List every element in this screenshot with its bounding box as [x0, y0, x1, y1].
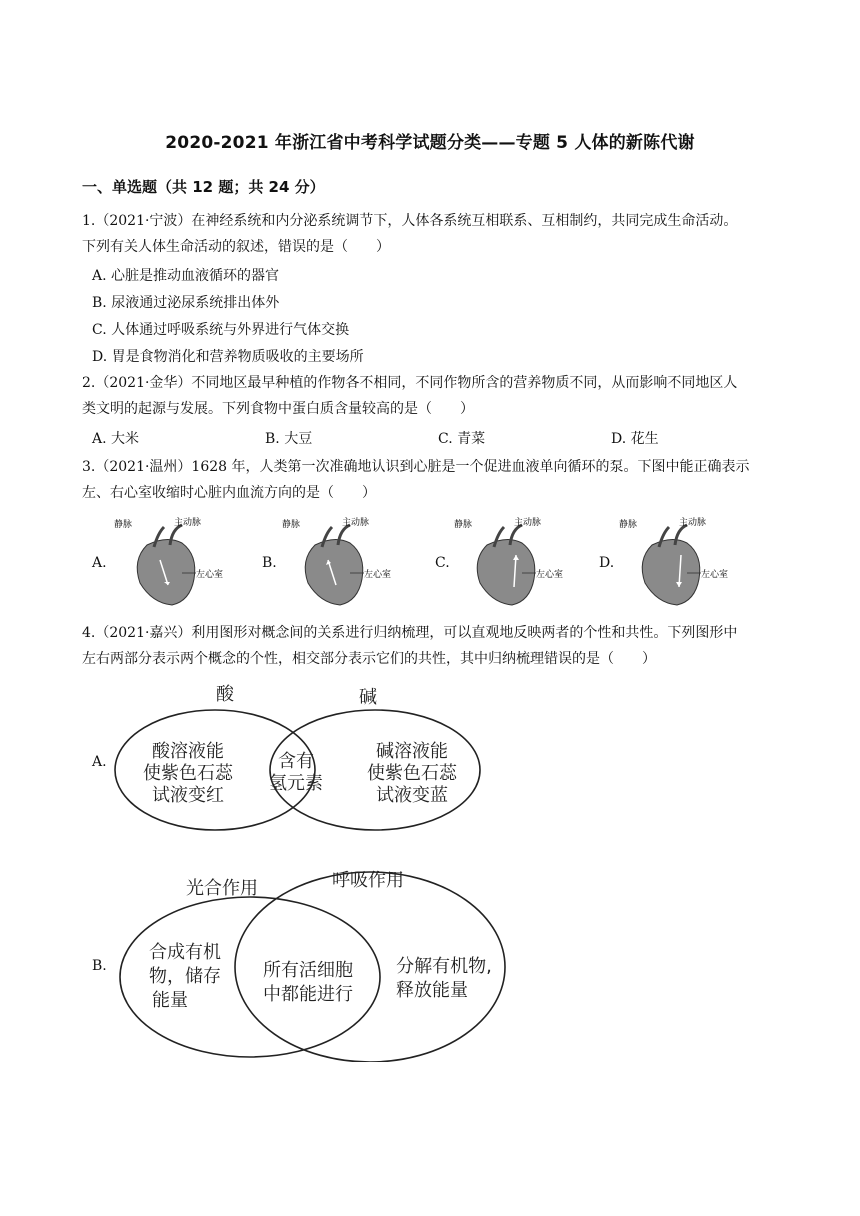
venn-a-right-line-3: 试液变蓝: [376, 785, 448, 806]
vein-label: 静脉: [454, 520, 473, 530]
question-1-stem-cont: 下列有关人体生命活动的叙述，错误的是（ ）: [82, 239, 390, 255]
vein-label: 静脉: [114, 520, 133, 530]
heart-diagram-c[interactable]: [452, 515, 572, 610]
q2-option-b[interactable]: B. 大豆: [265, 431, 313, 447]
vein-label: 静脉: [619, 520, 638, 530]
venn-b-left-title: 光合作用: [186, 878, 258, 899]
question-3: [82, 454, 782, 506]
heart-diagram-d[interactable]: [617, 515, 737, 610]
venn-b-left-line-2: 物，储存: [149, 966, 221, 987]
ventricle-label: 左心室: [364, 570, 392, 580]
venn-b-left-line-1: 合成有机: [149, 942, 221, 963]
venn-a-right-line-1: 碱溶液能: [376, 741, 448, 762]
q2-option-a[interactable]: A. 大米: [92, 431, 140, 447]
artery-label: 主动脉: [174, 518, 202, 528]
venn-b-middle-line-2: 中都能进行: [263, 984, 353, 1005]
q4-option-b-letter[interactable]: B.: [92, 958, 107, 974]
question-2: [82, 370, 782, 422]
ventricle-label: 左心室: [196, 570, 224, 580]
section-heading: 一、单选题（共 12 题；共 24 分）: [82, 178, 325, 196]
q3-option-a-letter[interactable]: A.: [92, 555, 107, 571]
q3-heart-options: [92, 515, 772, 615]
ventricle-label: 左心室: [701, 570, 729, 580]
q1-option-d[interactable]: D. 胃是食物消化和营养物质吸收的主要场所: [92, 349, 364, 365]
artery-label: 主动脉: [679, 518, 707, 528]
question-4-stem-cont: 左右两部分表示两个概念的个性，相交部分表示它们的共性，其中归纳梳理错误的是（ ）: [82, 651, 656, 667]
question-3-stem-cont: 左、右心室收缩时心脏内血流方向的是（ ）: [82, 485, 376, 501]
q2-option-c[interactable]: C. 青菜: [438, 431, 486, 447]
venn-a-right-line-2: 使紫色石蕊: [367, 763, 457, 784]
question-2-stem-cont: 类文明的起源与发展。下列食物中蛋白质含量较高的是（ ）: [82, 401, 474, 417]
venn-diagram-a[interactable]: [110, 675, 490, 835]
ventricle-label: 左心室: [536, 570, 564, 580]
q1-option-b[interactable]: B. 尿液通过泌尿系统排出体外: [92, 295, 280, 311]
q1-option-c[interactable]: C. 人体通过呼吸系统与外界进行气体交换: [92, 322, 350, 338]
question-2-stem: 2.（2021·金华）不同地区最早种植的作物各不相同，不同作物所含的营养物质不同，从而影响不同地区人: [82, 375, 738, 391]
q2-option-d[interactable]: D. 花生: [611, 431, 659, 447]
venn-a-middle-line-2: 氢元素: [269, 773, 323, 794]
venn-b-middle-line-1: 所有活细胞: [263, 960, 353, 981]
question-3-stem: 3.（2021·温州）1628 年，人类第一次准确地认识到心脏是一个促进血液单向循环的泵。下图中能正确表示: [82, 459, 750, 475]
artery-label: 主动脉: [514, 518, 542, 528]
q3-option-c-letter[interactable]: C.: [435, 555, 450, 571]
venn-a-left-line-2: 使紫色石蕊: [143, 763, 233, 784]
venn-a-left-title: 酸: [216, 684, 234, 705]
question-1-stem: 1.（2021·宁波）在神经系统和内分泌系统调节下，人体各系统互相联系、互相制约，共同完成生命活动。: [82, 213, 738, 229]
venn-b-right-title: 呼吸作用: [332, 870, 404, 891]
page-title: 2020-2021 年浙江省中考科学试题分类——专题 5 人体的新陈代谢: [165, 133, 695, 153]
venn-b-right-line-1: 分解有机物,: [396, 956, 492, 977]
venn-b-left-line-3: 能量: [152, 990, 188, 1011]
q4-option-a-letter[interactable]: A.: [92, 754, 107, 770]
venn-diagram-b[interactable]: [110, 862, 510, 1062]
venn-a-middle-line-1: 含有: [278, 751, 314, 772]
heart-diagram-b[interactable]: [280, 515, 400, 610]
venn-a-right-title: 碱: [359, 687, 377, 708]
venn-a-left-line-3: 试液变红: [152, 785, 224, 806]
venn-a-left-line-1: 酸溶液能: [152, 741, 224, 762]
q3-option-d-letter[interactable]: D.: [599, 555, 615, 571]
q3-option-b-letter[interactable]: B.: [262, 555, 277, 571]
artery-label: 主动脉: [342, 518, 370, 528]
question-4: [82, 620, 782, 672]
question-1: [82, 208, 782, 260]
question-4-stem: 4.（2021·嘉兴）利用图形对概念间的关系进行归纳梳理，可以直观地反映两者的个性和共性。下列图形中: [82, 625, 738, 641]
heart-diagram-a[interactable]: [112, 515, 232, 610]
venn-b-right-line-2: 释放能量: [396, 980, 468, 1001]
vein-label: 静脉: [282, 520, 301, 530]
q1-option-a[interactable]: A. 心脏是推动血液循环的器官: [92, 268, 280, 284]
